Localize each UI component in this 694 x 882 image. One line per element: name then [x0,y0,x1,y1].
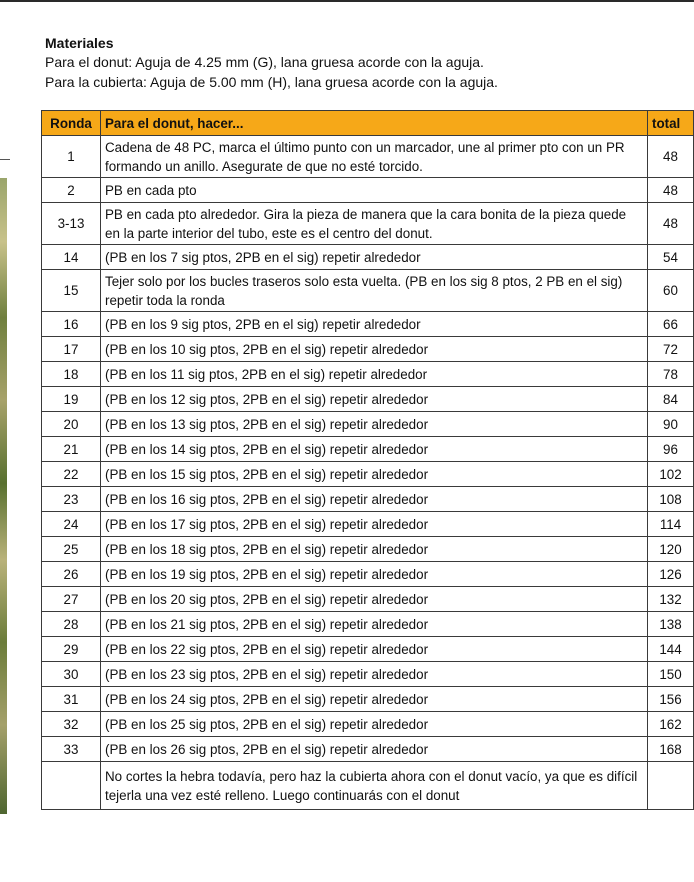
row-instructions: Tejer solo por los bucles traseros solo esta vuelta. (PB en los sig 8 ptos, 2 PB en el sig) repetir toda la ronda [101,270,648,312]
row-total: 66 [648,312,694,337]
row-ronda: 28 [42,612,101,637]
row-instructions: (PB en los 7 sig ptos, 2PB en el sig) repetir alrededor [101,245,648,270]
row-ronda: 17 [42,337,101,362]
row-ronda: 29 [42,637,101,662]
table-row [42,270,694,312]
row-total: 78 [648,362,694,387]
row-total: 108 [648,487,694,512]
table-row-note [42,762,694,810]
materials-section [45,34,685,92]
header-instructions: Para el donut, hacer... [101,111,648,136]
row-ronda: 33 [42,737,101,762]
table-row [42,362,694,387]
row-total: 90 [648,412,694,437]
row-instructions: (PB en los 18 sig ptos, 2PB en el sig) repetir alrededor [101,537,648,562]
row-ronda: 26 [42,562,101,587]
table-row [42,178,694,203]
top-divider [0,0,694,2]
row-ronda: 20 [42,412,101,437]
row-ronda: 25 [42,537,101,562]
row-ronda: 23 [42,487,101,512]
header-total: total [648,111,694,136]
table-row [42,136,694,178]
row-instructions: (PB en los 12 sig ptos, 2PB en el sig) repetir alrededor [101,387,648,412]
left-edge-mark [0,159,10,160]
materials-heading: Materiales [45,35,114,51]
row-total: 120 [648,537,694,562]
row-instructions: (PB en los 17 sig ptos, 2PB en el sig) repetir alrededor [101,512,648,537]
table-row [42,637,694,662]
row-instructions: (PB en los 25 sig ptos, 2PB en el sig) repetir alrededor [101,712,648,737]
table-row [42,412,694,437]
row-total: 138 [648,612,694,637]
row-total: 96 [648,437,694,462]
row-ronda: 3-13 [42,203,101,245]
row-ronda: 21 [42,437,101,462]
table-row [42,512,694,537]
pattern-table-header [42,111,694,136]
row-total: 114 [648,512,694,537]
row-instructions: (PB en los 11 sig ptos, 2PB en el sig) repetir alrededor [101,362,648,387]
row-ronda: 14 [42,245,101,270]
row-ronda: 18 [42,362,101,387]
row-total: 162 [648,712,694,737]
materials-cover-line: Para la cubierta: Aguja de 5.00 mm (H), lana gruesa acorde con la aguja. [45,74,498,90]
table-row [42,662,694,687]
row-instructions: Cadena de 48 PC, marca el último punto con un marcador, une al primer pto con un PR formando un anillo. Asegurate de que no esté torcido. [101,136,648,178]
row-ronda: 2 [42,178,101,203]
row-total: 84 [648,387,694,412]
row-total: 150 [648,662,694,687]
row-instructions: (PB en los 14 sig ptos, 2PB en el sig) repetir alrededor [101,437,648,462]
row-instructions: (PB en los 23 sig ptos, 2PB en el sig) repetir alrededor [101,662,648,687]
row-total: 144 [648,637,694,662]
row-ronda: 32 [42,712,101,737]
row-total: 102 [648,462,694,487]
row-ronda: 31 [42,687,101,712]
row-total: 60 [648,270,694,312]
table-row [42,537,694,562]
table-row [42,245,694,270]
row-total: 126 [648,562,694,587]
row-ronda: 16 [42,312,101,337]
row-ronda: 30 [42,662,101,687]
table-row [42,337,694,362]
header-ronda: Ronda [42,111,101,136]
row-instructions: (PB en los 24 sig ptos, 2PB en el sig) repetir alrededor [101,687,648,712]
row-ronda: 24 [42,512,101,537]
row-total: 156 [648,687,694,712]
row-total: 54 [648,245,694,270]
row-instructions: (PB en los 13 sig ptos, 2PB en el sig) repetir alrededor [101,412,648,437]
row-total: 132 [648,587,694,612]
table-row [42,587,694,612]
row-instructions: (PB en los 20 sig ptos, 2PB en el sig) repetir alrededor [101,587,648,612]
row-total: 48 [648,203,694,245]
row-instructions: (PB en los 26 sig ptos, 2PB en el sig) repetir alrededor [101,737,648,762]
row-total: 168 [648,737,694,762]
table-row [42,687,694,712]
row-instructions: (PB en los 15 sig ptos, 2PB en el sig) repetir alrededor [101,462,648,487]
row-instructions: (PB en los 10 sig ptos, 2PB en el sig) repetir alrededor [101,337,648,362]
table-row [42,712,694,737]
table-row [42,312,694,337]
row-instructions: (PB en los 21 sig ptos, 2PB en el sig) repetir alrededor [101,612,648,637]
header-row [42,111,694,136]
row-instructions: (PB en los 19 sig ptos, 2PB en el sig) repetir alrededor [101,562,648,587]
row-instructions: (PB en los 22 sig ptos, 2PB en el sig) repetir alrededor [101,637,648,662]
table-row [42,437,694,462]
pattern-table [41,110,694,810]
row-ronda: 22 [42,462,101,487]
row-instructions: PB en cada pto alrededor. Gira la pieza de manera que la cara bonita de la pieza quede en la parte interior del tubo, este es el centro del donut. [101,203,648,245]
materials-donut-line: Para el donut: Aguja de 4.25 mm (G), lana gruesa acorde con la aguja. [45,54,484,70]
pattern-table-body [42,136,694,810]
row-instructions: PB en cada pto [101,178,648,203]
row-ronda: 1 [42,136,101,178]
row-ronda: 15 [42,270,101,312]
row-ronda: 19 [42,387,101,412]
row-instructions: No cortes la hebra todavía, pero haz la cubierta ahora con el donut vacío, ya que es difícil tejerla una vez esté relleno. Luego continuarás con el donut [101,762,648,810]
row-total [648,762,694,810]
row-ronda: 27 [42,587,101,612]
row-total: 72 [648,337,694,362]
row-total: 48 [648,136,694,178]
table-row [42,462,694,487]
table-row [42,487,694,512]
row-ronda [42,762,101,810]
row-total: 48 [648,178,694,203]
row-instructions: (PB en los 16 sig ptos, 2PB en el sig) repetir alrededor [101,487,648,512]
table-row [42,203,694,245]
table-row [42,612,694,637]
table-row [42,562,694,587]
row-instructions: (PB en los 9 sig ptos, 2PB en el sig) repetir alrededor [101,312,648,337]
table-row [42,737,694,762]
table-row [42,387,694,412]
left-photo-edge [0,178,7,814]
